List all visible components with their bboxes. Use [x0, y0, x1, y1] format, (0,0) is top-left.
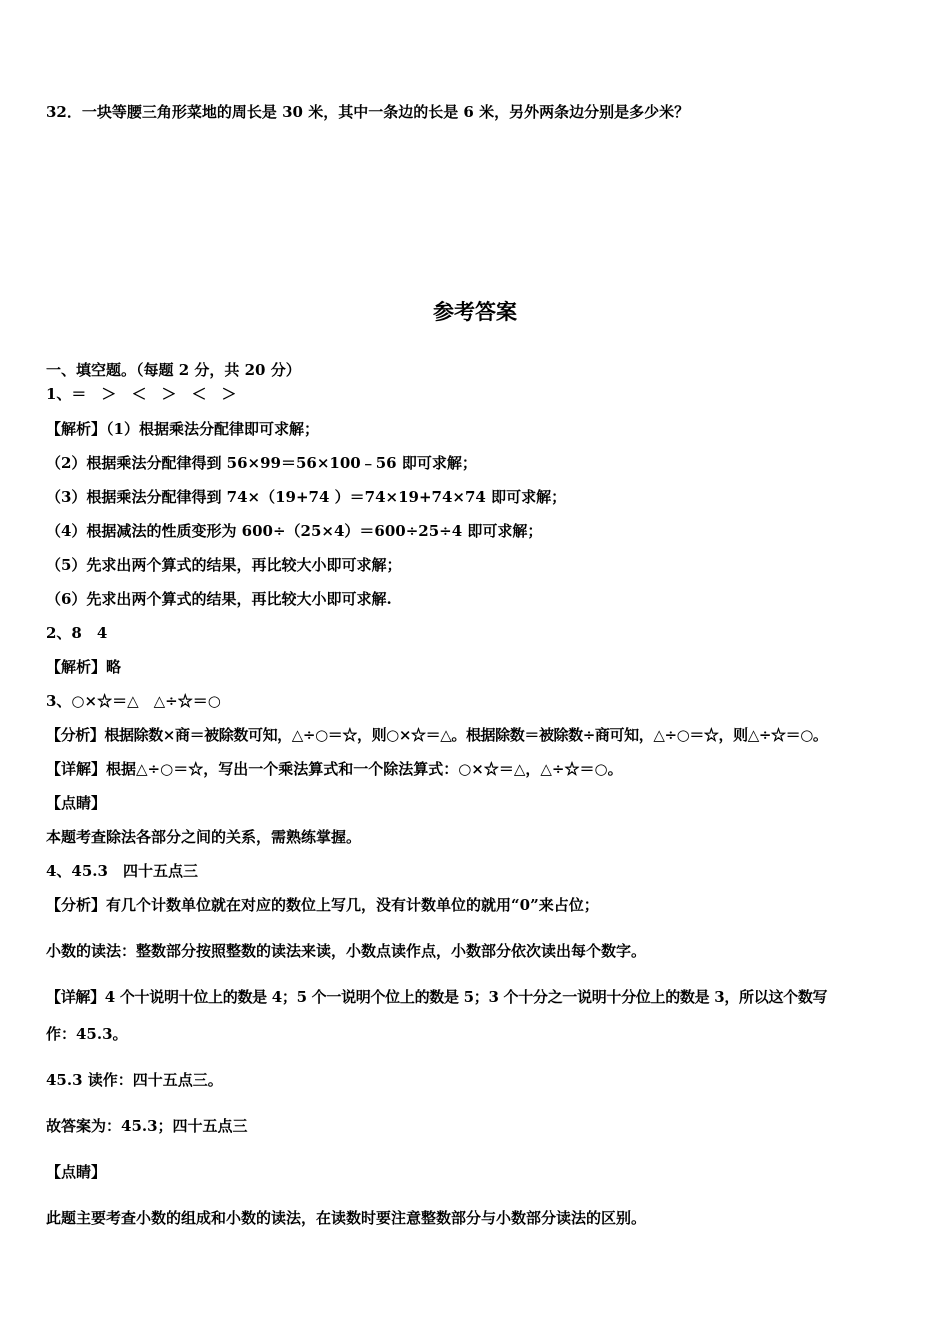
q1-answer: 1、＝ ＞ ＜ ＞ ＜ ＞ — [46, 385, 237, 403]
q4-analysis: 【分析】有几个计数单位就在对应的数位上写几，没有计数单位的就用“0”来占位； — [46, 896, 599, 914]
answers-title: 参考答案 — [433, 300, 517, 324]
q1-analysis-4: （4）根据减法的性质变形为 600÷（25×4）＝600÷25÷4 即可求解； — [46, 522, 543, 540]
q4-final: 故答案为：45.3；四十五点三 — [46, 1117, 248, 1135]
q1-analysis-3: （3）根据乘法分配律得到 74×（19+74 ）＝74×19+74×74 即可求解； — [46, 488, 567, 506]
q1-analysis-6: （6）先求出两个算式的结果，再比较大小即可求解. — [46, 590, 392, 608]
q3-answer: 3、○×☆＝△ △÷☆＝○ — [46, 692, 221, 710]
question-32: 32．一块等腰三角形菜地的周长是 30 米，其中一条边的长是 6 米，另外两条边分别是多少米？ — [46, 103, 690, 121]
q4-reading: 45.3 读作：四十五点三。 — [46, 1071, 223, 1089]
q3-pointer-label: 【点睛】 — [46, 794, 107, 812]
q4-detail-line-2: 作：45.3。 — [46, 1025, 128, 1043]
section-heading: 一、填空题。（每题 2 分，共 20 分） — [46, 361, 301, 379]
q2-answer: 2、8 4 — [46, 624, 108, 642]
q4-pointer-label: 【点睛】 — [46, 1163, 107, 1181]
q3-detail: 【详解】根据△÷○＝☆，写出一个乘法算式和一个除法算式：○×☆＝△，△÷☆＝○。 — [46, 760, 623, 778]
q1-analysis-5: （5）先求出两个算式的结果，再比较大小即可求解； — [46, 556, 402, 574]
q1-analysis-1: 【解析】（1）根据乘法分配律即可求解； — [46, 420, 319, 438]
q1-analysis-2: （2）根据乘法分配律得到 56×99＝56×100﹣56 即可求解； — [46, 454, 477, 472]
q4-detail-line-1: 【详解】4 个十说明十位上的数是 4；5 个一说明个位上的数是 5；3 个十分之一说明十分位上的数是 3，所以这个数写 — [46, 988, 828, 1006]
q4-reading-rule: 小数的读法：整数部分按照整数的读法来读，小数点读作点，小数部分依次读出每个数字。 — [46, 942, 647, 960]
q4-pointer-text: 此题主要考查小数的组成和小数的读法，在读数时要注意整数部分与小数部分读法的区别。 — [46, 1209, 647, 1227]
q2-analysis: 【解析】略 — [46, 658, 122, 676]
q3-pointer-text: 本题考查除法各部分之间的关系，需熟练掌握。 — [46, 828, 362, 846]
q4-answer: 4、45.3 四十五点三 — [46, 862, 198, 880]
q3-analysis: 【分析】根据除数×商＝被除数可知，△÷○＝☆，则○×☆＝△。根据除数＝被除数÷商可知，△÷○＝☆，则△÷☆＝○。 — [46, 726, 828, 744]
